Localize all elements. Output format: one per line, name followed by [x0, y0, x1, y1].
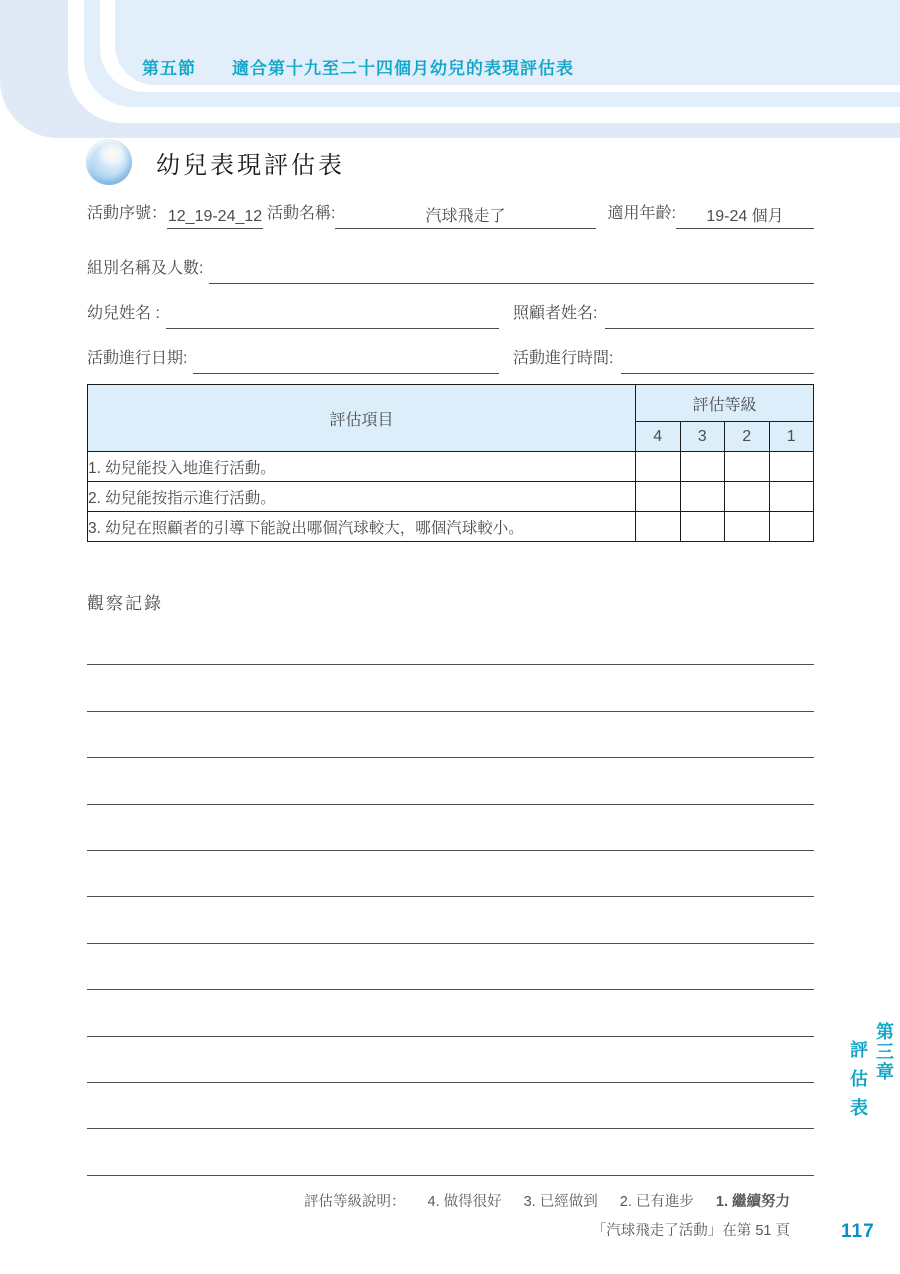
activity-name-field: 汽球飛走了 [335, 206, 595, 229]
date-field [193, 351, 499, 374]
time-field [621, 351, 814, 374]
observation-label: 觀察記錄 [87, 594, 163, 613]
child-name-label: 幼兒姓名 : [87, 305, 160, 322]
activity-name-label: 活動名稱: [267, 205, 336, 222]
observation-line [87, 1083, 814, 1129]
observation-line [87, 619, 814, 665]
child-name-field [166, 306, 499, 329]
caregiver-group [513, 302, 814, 325]
legend-label: 評估等級說明： [304, 1194, 406, 1210]
legend-item: 4. 做得很好 [427, 1194, 502, 1210]
observation-line [87, 897, 814, 943]
section-title: 適合第十九至二十四個月幼兒的表現評估表 [232, 59, 574, 78]
score-cell [769, 512, 814, 542]
table-row [88, 452, 814, 482]
date-label: 活動進行日期: [87, 350, 188, 367]
grade-3-header: 3 [680, 422, 725, 452]
grade-column-header: 評估等級 [636, 385, 814, 422]
section-header [142, 54, 574, 79]
activity-no-label: 活動序號： [87, 205, 168, 222]
legend-item: 3. 已經做到 [523, 1194, 598, 1210]
score-cell [636, 482, 681, 512]
legend-item: 2. 已有進步 [619, 1194, 694, 1210]
page-title: 幼兒表現評估表 [156, 151, 345, 179]
chapter-label: 第三章 [874, 1022, 894, 1082]
child-name-group [87, 302, 499, 325]
table-header-row [88, 385, 814, 422]
caregiver-field [605, 306, 814, 329]
observation-line [87, 712, 814, 758]
observation-lines [87, 619, 814, 1176]
form-row-names [87, 302, 814, 325]
chapter-side-tab [845, 1022, 897, 1192]
grade-1-header: 1 [769, 422, 814, 452]
grade-4-header: 4 [636, 422, 681, 452]
page-title-row [86, 139, 345, 185]
observation-line [87, 1037, 814, 1083]
observation-line [87, 990, 814, 1036]
score-cell [725, 512, 770, 542]
activity-reference: 「汽球飛走了活動」在第 51 頁 [591, 1223, 790, 1239]
observation-line [87, 665, 814, 711]
score-cell [680, 482, 725, 512]
bubble-icon [86, 139, 132, 185]
score-cell [680, 512, 725, 542]
form-row-activity [87, 202, 814, 225]
observation-line [87, 944, 814, 990]
assessment-item: 3. 幼兒在照顧者的引導下能說出哪個汽球較大，哪個汽球較小。 [88, 512, 636, 542]
assessment-item: 1. 幼兒能投入地進行活動。 [88, 452, 636, 482]
observation-line [87, 758, 814, 804]
grade-legend [304, 1190, 790, 1211]
table-row [88, 482, 814, 512]
assessment-table [87, 384, 814, 542]
score-cell [680, 452, 725, 482]
time-group [513, 347, 814, 370]
group-label: 組別名稱及人數: [87, 260, 204, 277]
score-cell [636, 452, 681, 482]
score-cell [769, 482, 814, 512]
grade-2-header: 2 [725, 422, 770, 452]
score-cell [725, 452, 770, 482]
observation-line [87, 851, 814, 897]
age-label: 適用年齡: [607, 205, 676, 222]
observation-line [87, 1129, 814, 1175]
time-label: 活動進行時間: [513, 350, 614, 367]
age-field: 19-24 個月 [676, 206, 814, 229]
date-group [87, 347, 499, 370]
legend-item: 1. 繼續努力 [715, 1194, 790, 1210]
page-number: 117 [841, 1221, 875, 1242]
observation-line [87, 805, 814, 851]
score-cell [725, 482, 770, 512]
form-row-group [87, 257, 814, 280]
caregiver-label: 照顧者姓名: [513, 305, 598, 322]
form-row-datetime [87, 347, 814, 370]
score-cell [636, 512, 681, 542]
section-number: 第五節 [142, 59, 196, 78]
group-field [209, 261, 814, 284]
score-cell [769, 452, 814, 482]
assessment-item: 2. 幼兒能按指示進行活動。 [88, 482, 636, 512]
chapter-section-label: 評估表 [848, 1040, 868, 1127]
activity-no-field: 12_19-24_12 [167, 206, 263, 229]
item-column-header: 評估項目 [88, 385, 636, 452]
table-row [88, 512, 814, 542]
